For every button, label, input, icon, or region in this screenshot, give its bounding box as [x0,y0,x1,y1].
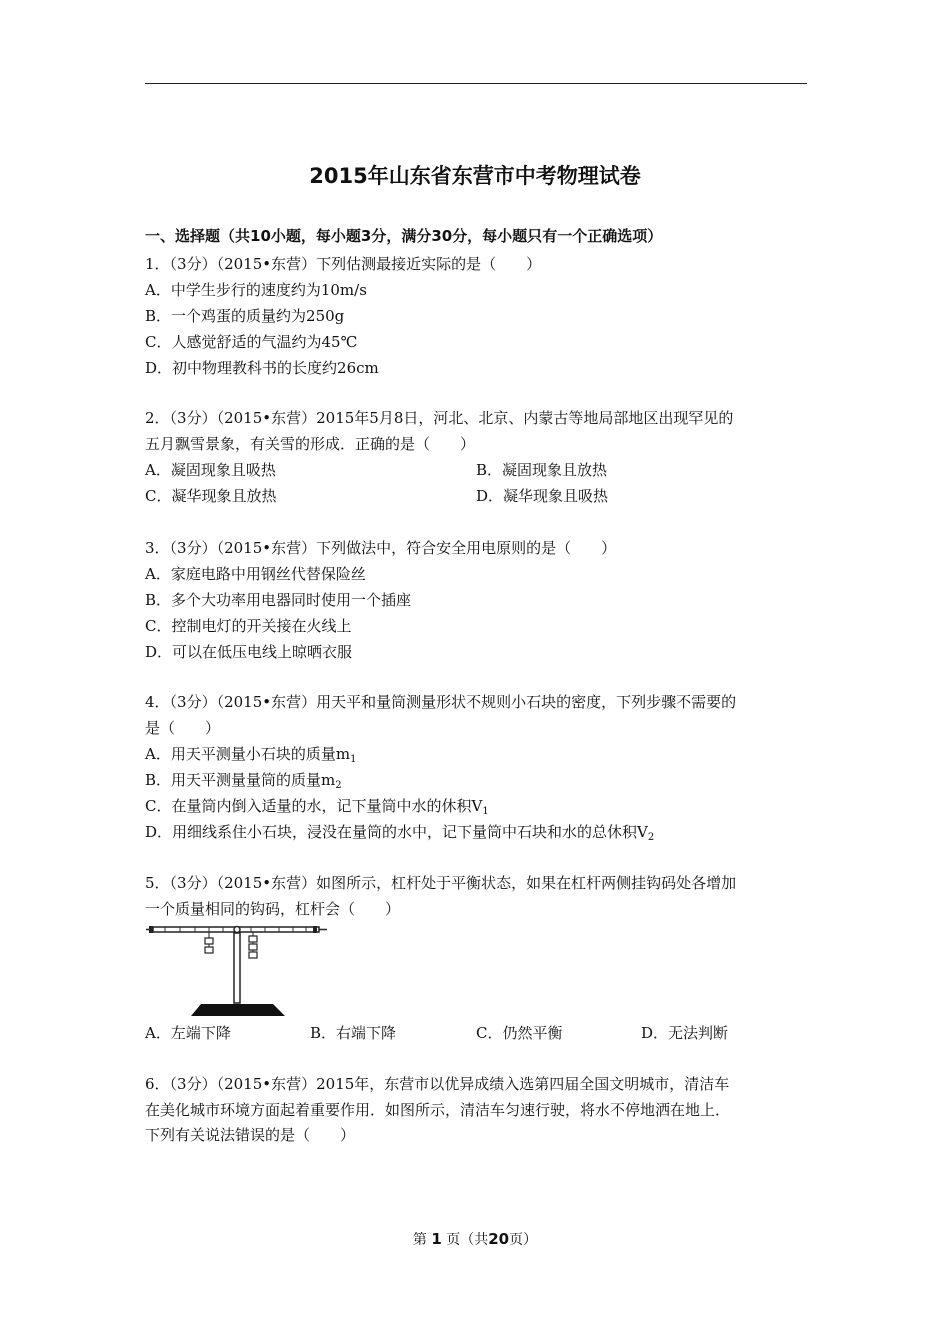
stand-base [191,1004,285,1016]
q4-stem-line2: 是（ ） [145,719,221,737]
q2-stem-line1: 2．（3分）（2015•东营）2015年5月8日，河北、北京、内蒙古等地局部地区出现罕见的 [145,409,734,427]
q4-stem-line1: 4．（3分）（2015•东营）用天平和量筒测量形状不规则小石块的密度，下列步骤不需要的 [145,693,737,711]
right-weight-2 [249,944,257,950]
left-weight-1 [205,938,213,944]
q2-option-c: C．凝华现象且放热 [145,487,277,505]
q3-stem: 3．（3分）（2015•东营）下列做法中，符合安全用电原则的是（ ） [145,539,617,557]
q4-option-d: D．用细线系住小石块，浸没在量筒的水中，记下量筒中石块和水的总休积$V_2$ [145,823,655,843]
q5-option-d: D．无法判断 [641,1024,729,1042]
left-weight-2 [205,947,213,953]
q1-option-a: A．中学生步行的速度约为10m/s [145,281,367,299]
q6-stem-line2: 在美化城市环境方面起着重要作用．如图所示，清洁车匀速行驶，将水不停地洒在地上． [145,1101,731,1119]
section-heading: 一、选择题（共10小题，每小题3分，满分30分，每小题只有一个正确选项） [145,227,663,245]
current-page-number: 1 [431,1230,442,1248]
page-footer: 第 1 页（共20页） [412,1230,538,1248]
q5-option-a: A．左端下降 [145,1024,231,1042]
pivot-point [234,927,240,933]
q3-option-c: C．控制电灯的开关接在火线上 [145,617,352,635]
right-weight-3 [249,952,257,958]
q2-option-d: D．凝华现象且吸热 [476,487,609,505]
q2-option-b: B．凝固现象且放热 [476,461,608,479]
q6-stem-line1: 6．（3分）（2015•东营）2015年，东营市以优异成绩入选第四届全国文明城市，清洁车 [145,1075,730,1093]
q4-option-a: A．用天平测量小石块的质量$m_1$ [145,745,357,765]
stand-pole [234,933,240,1003]
page-title: 2015年山东省东营市中考物理试卷 [309,164,641,188]
q2-stem-line2: 五月飘雪景象，有关雪的形成．正确的是（ ） [145,435,476,453]
q1-option-c: C．人感觉舒适的气温约为45℃ [145,333,358,351]
q3-option-d: D．可以在低压电线上晾晒衣服 [145,643,353,661]
q1-stem: 1．（3分）（2015•东营）下列估测最接近实际的是（ ） [145,255,542,273]
q1-option-d: D．初中物理教科书的长度约26cm [145,359,379,377]
q1-option-b: B．一个鸡蛋的质量约为250g [145,307,345,325]
right-weight-1 [249,936,257,942]
q4-option-b: B．用天平测量量筒的质量$m_2$ [145,771,342,791]
total-pages: 20 [488,1230,510,1248]
q2-option-a: A．凝固现象且吸热 [145,461,276,479]
header-rule [145,83,807,84]
q5-stem-line2: 一个质量相同的钩码，杠杆会（ ） [145,900,401,918]
lever-balance-figure [145,920,330,1020]
q5-option-c: C．仍然平衡 [476,1024,563,1042]
q5-option-b: B．右端下降 [310,1024,397,1042]
q6-stem-line3: 下列有关说法错误的是（ ） [145,1126,356,1144]
q5-stem-line1: 5．（3分）（2015•东营）如图所示，杠杆处于平衡状态，如果在杠杆两侧挂钩码处各增加 [145,874,737,892]
q3-option-b: B．多个大功率用电器同时使用一个插座 [145,591,412,609]
q3-option-a: A．家庭电路中用钢丝代替保险丝 [145,565,366,583]
q4-option-c: C．在量筒内倒入适量的水，记下量筒中水的休积$V_1$ [145,797,489,817]
